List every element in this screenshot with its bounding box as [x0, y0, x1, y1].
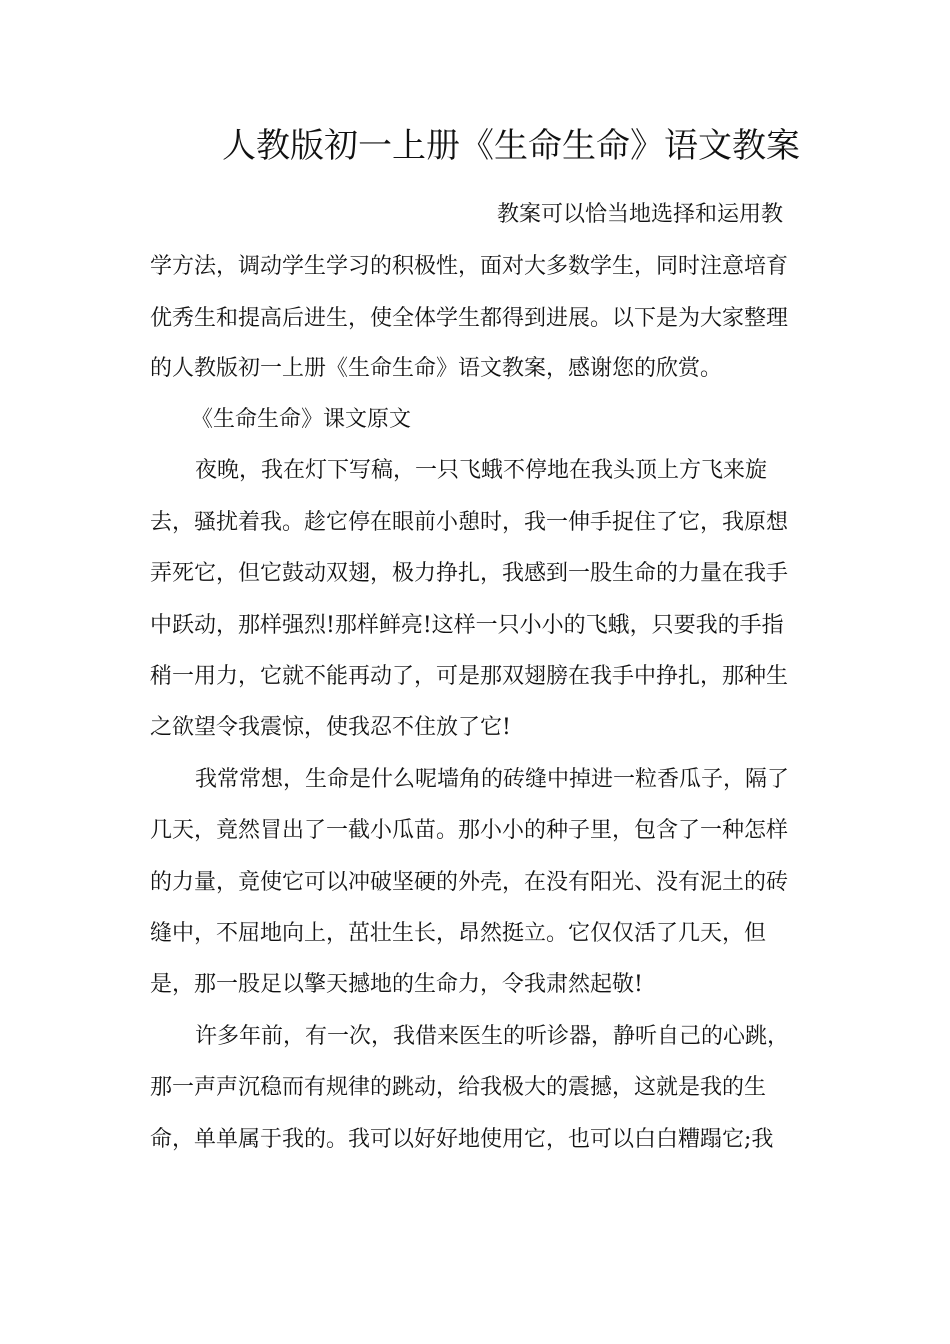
paragraph-line: 许多年前，有一次，我借来医生的听诊器，静听自己的心跳，: [195, 1024, 790, 1049]
paragraph-line: 是，那一股足以擎天撼地的生命力，令我肃然起敬!: [150, 972, 643, 997]
paragraph-line: 中跃动，那样强烈!那样鲜亮!这样一只小小的飞蛾，只要我的手指: [150, 613, 784, 638]
document-title: 人教版初一上册《生命生命》语文教案: [222, 126, 800, 166]
paragraph-line: 去，骚扰着我。趁它停在眼前小憩时，我一伸手捉住了它，我原想: [150, 510, 789, 535]
paragraph-line: 教案可以恰当地选择和运用教: [497, 202, 784, 227]
paragraph-line: 的人教版初一上册《生命生命》语文教案，感谢您的欣赏。: [150, 356, 723, 381]
paragraph-line: 我常常想，生命是什么呢墙角的砖缝中掉进一粒香瓜子，隔了: [195, 767, 790, 792]
paragraph-line: 夜晚，我在灯下写稿，一只飞蛾不停地在我头顶上方飞来旋: [195, 458, 768, 483]
paragraph-line: 之欲望令我震惊，使我忍不住放了它!: [150, 715, 511, 740]
paragraph-line: 弄死它，但它鼓动双翅，极力挣扎，我感到一股生命的力量在我手: [150, 561, 789, 586]
paragraph-line: 几天，竟然冒出了一截小瓜苗。那小小的种子里，包含了一种怎样: [150, 818, 789, 843]
section-heading: 《生命生命》课文原文: [191, 407, 412, 432]
paragraph-line: 缝中，不屈地向上，茁壮生长，昂然挺立。它仅仅活了几天，但: [150, 921, 767, 946]
paragraph-line: 命，单单属于我的。我可以好好地使用它，也可以白白糟蹋它;我: [150, 1127, 774, 1152]
paragraph-line: 稍一用力，它就不能再动了，可是那双翅膀在我手中挣扎，那种生: [150, 664, 789, 689]
paragraph-line: 优秀生和提高后进生，使全体学生都得到进展。以下是为大家整理: [150, 306, 789, 331]
paragraph-line: 学方法，调动学生学习的积极性，面对大多数学生，同时注意培育: [150, 254, 789, 279]
paragraph-line: 那一声声沉稳而有规律的跳动，给我极大的震撼，这就是我的生: [150, 1075, 767, 1100]
paragraph-line: 的力量，竟使它可以冲破坚硬的外壳，在没有阳光、没有泥土的砖: [150, 870, 789, 895]
